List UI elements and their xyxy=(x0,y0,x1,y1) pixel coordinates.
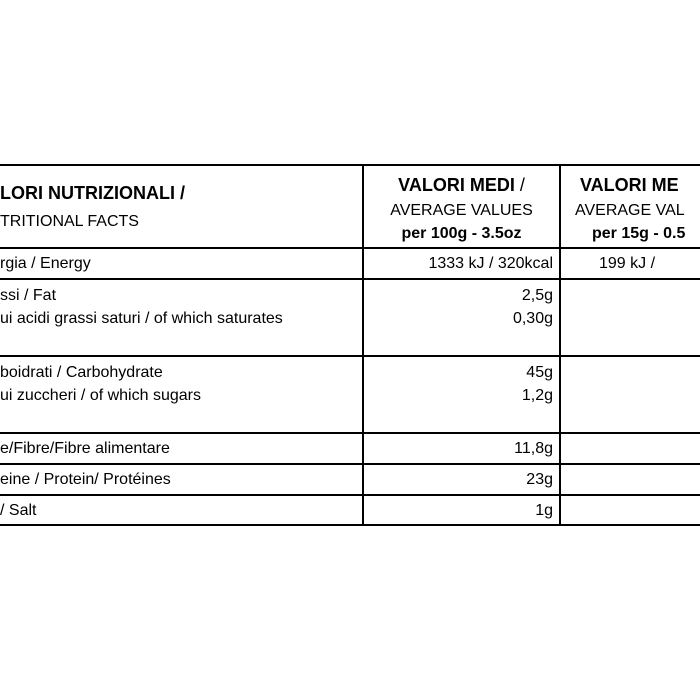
col1-subheading: AVERAGE VALUES xyxy=(390,202,533,219)
sugars-label: ui zuccheri / of which sugars xyxy=(0,387,201,404)
row-divider xyxy=(0,355,700,357)
carbohydrate-value: 45g xyxy=(526,364,553,381)
col1-heading-rest: / xyxy=(514,175,525,195)
fat-label: ssi / Fat xyxy=(0,287,57,304)
protein-label: eine / Protein/ Protéines xyxy=(0,471,171,488)
salt-label: / Salt xyxy=(0,502,37,519)
carbohydrate-label: boidrati / Carbohydrate xyxy=(0,364,163,381)
row-divider xyxy=(0,494,700,496)
nutrition-table xyxy=(0,164,700,526)
row-divider xyxy=(0,463,700,465)
energy-value-portion: 199 kJ / xyxy=(599,255,656,272)
protein-value: 23g xyxy=(526,471,553,488)
saturates-label: ui acidi grassi saturi / of which saturates xyxy=(0,310,283,327)
energy-label: rgia / Energy xyxy=(0,255,91,272)
col1-heading xyxy=(364,175,559,195)
energy-value: 1333 kJ / 320kcal xyxy=(428,255,553,272)
col1-heading-bold: VALORI MEDI xyxy=(398,175,515,195)
col2-heading: VALORI ME xyxy=(580,175,679,195)
saturates-value: 0,30g xyxy=(512,310,553,327)
col2-portion: per 15g - 0.5 xyxy=(592,225,686,242)
row-divider xyxy=(0,247,700,249)
fibre-label: e/Fibre/Fibre alimentare xyxy=(0,440,170,457)
fat-value: 2,5g xyxy=(521,287,553,304)
table-subtitle: TRITIONAL FACTS xyxy=(0,213,139,230)
col2-subheading: AVERAGE VAL xyxy=(575,202,685,219)
row-divider xyxy=(0,278,700,280)
col1-portion: per 100g - 3.5oz xyxy=(401,225,522,242)
row-divider xyxy=(0,432,700,434)
table-title: LORI NUTRIZIONALI / xyxy=(0,183,185,203)
fibre-value: 11,8g xyxy=(514,440,553,457)
sugars-value: 1,2g xyxy=(521,387,553,404)
salt-value: 1g xyxy=(535,502,553,519)
column-divider xyxy=(559,166,561,524)
